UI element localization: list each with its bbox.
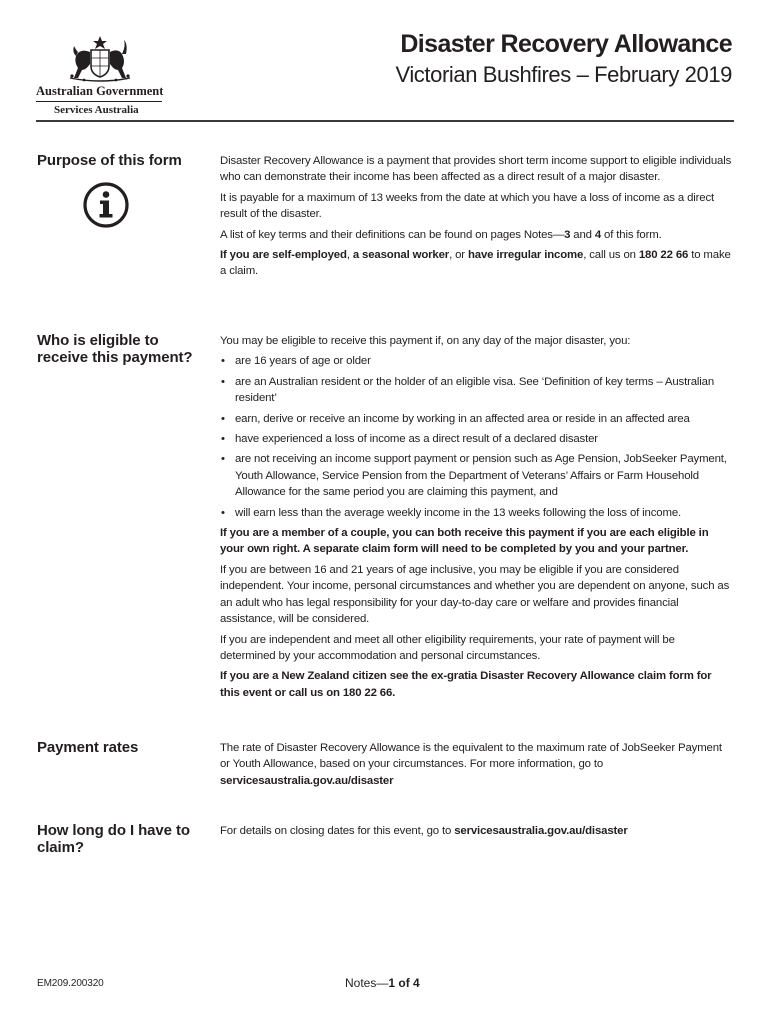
logo-divider	[36, 101, 162, 102]
payment-rates-heading: Payment rates	[37, 739, 139, 756]
purpose-body	[220, 153, 732, 284]
eligibility-heading: Who is eligible to receive this payment?	[37, 332, 193, 366]
claim-deadline-heading: How long do I have to claim?	[37, 822, 190, 856]
couple-paragraph: If you are a member of a couple, you can both receive this payment if you are each eligible in your own right. A separate claim form will need to be completed by you and your partner.	[220, 527, 709, 556]
purpose-paragraph: It is payable for a maximum of 13 weeks from the date at which you have a loss of income as a direct result of the disaster.	[220, 191, 715, 221]
website-link[interactable]: servicesaustralia.gov.au/disaster	[454, 825, 628, 837]
purpose-heading: Purpose of this form	[37, 152, 182, 169]
claim-deadline-body	[220, 823, 732, 843]
list-item: • earn, derive or receive an income by working in an affected area or reside in an affected area	[220, 411, 732, 427]
agency-name: Services Australia	[54, 104, 139, 116]
page-number: Notes—1 of 4	[345, 976, 420, 990]
list-item: • are 16 years of age or older	[220, 353, 732, 369]
eligibility-intro: You may be eligible to receive this payment if, on any day of the major disaster, you:	[220, 335, 631, 347]
eligibility-list	[220, 353, 732, 521]
list-item: • are not receiving an income support payment or pension such as Age Pension, JobSeeker Payment, Youth Allowance, Service Pension from the Department of Veterans’ Affairs or Farm Household Allowance for the same period you are claiming this payment, and	[220, 451, 732, 500]
independent-paragraph: If you are independent and meet all other eligibility requirements, your rate of payment will be determined by your accommodation and personal circumstances.	[220, 633, 675, 662]
list-item: • will earn less than the average weekly income in the 13 weeks following the loss of income.	[220, 505, 732, 521]
payment-rates-body	[220, 740, 732, 793]
header-divider	[36, 120, 734, 122]
nz-citizen-paragraph: If you are a New Zealand citizen see the ex-gratia Disaster Recovery Allowance claim form for this event or call us on 180 22 66.	[220, 670, 712, 699]
form-title: Disaster Recovery Allowance	[400, 30, 732, 58]
age-paragraph: If you are between 16 and 21 years of age inclusive, you may be eligible if you are considered independent. Your income, personal circumstances and whether you are dependent on anyone, such as an adult who has legal responsibility for your day-to-day care or welfare and provides financial assistance, will be considered.	[220, 563, 730, 626]
purpose-paragraph: Disaster Recovery Allowance is a payment that provides short term income support to eligible individuals who can demonstrate their income has been affected as a direct result of a major disaster.	[220, 155, 732, 184]
website-link[interactable]: servicesaustralia.gov.au/disaster	[220, 774, 394, 787]
self-employed-paragraph: If you are self-employed, a seasonal worker, or have irregular income, call us on 180 22 66 to make a claim.	[220, 249, 731, 278]
list-item: • are an Australian resident or the holder of an eligible visa. See ‘Definition of key terms – Australian resident’	[220, 374, 732, 407]
form-subtitle: Victorian Bushfires – February 2019	[395, 62, 732, 87]
info-circle-icon	[82, 181, 130, 229]
list-item: • have experienced a loss of income as a direct result of a declared disaster	[220, 431, 732, 447]
key-terms-paragraph: A list of key terms and their definitions can be found on pages Notes—3 and 4 of this form.	[220, 228, 662, 241]
eligibility-body	[220, 333, 732, 705]
rates-paragraph: The rate of Disaster Recovery Allowance is the equivalent to the maximum rate of JobSeeker Payment or Youth Allowance, based on your circumstances. For more information, go to servicesaustralia.gov.au/disaster	[220, 742, 722, 787]
org-name: Australian Government	[36, 84, 164, 98]
claim-paragraph: For details on closing dates for this event, go to servicesaustralia.gov.au/disaster	[220, 825, 628, 837]
coat-of-arms-icon	[62, 34, 138, 82]
form-code: EM209.200320	[37, 978, 104, 989]
